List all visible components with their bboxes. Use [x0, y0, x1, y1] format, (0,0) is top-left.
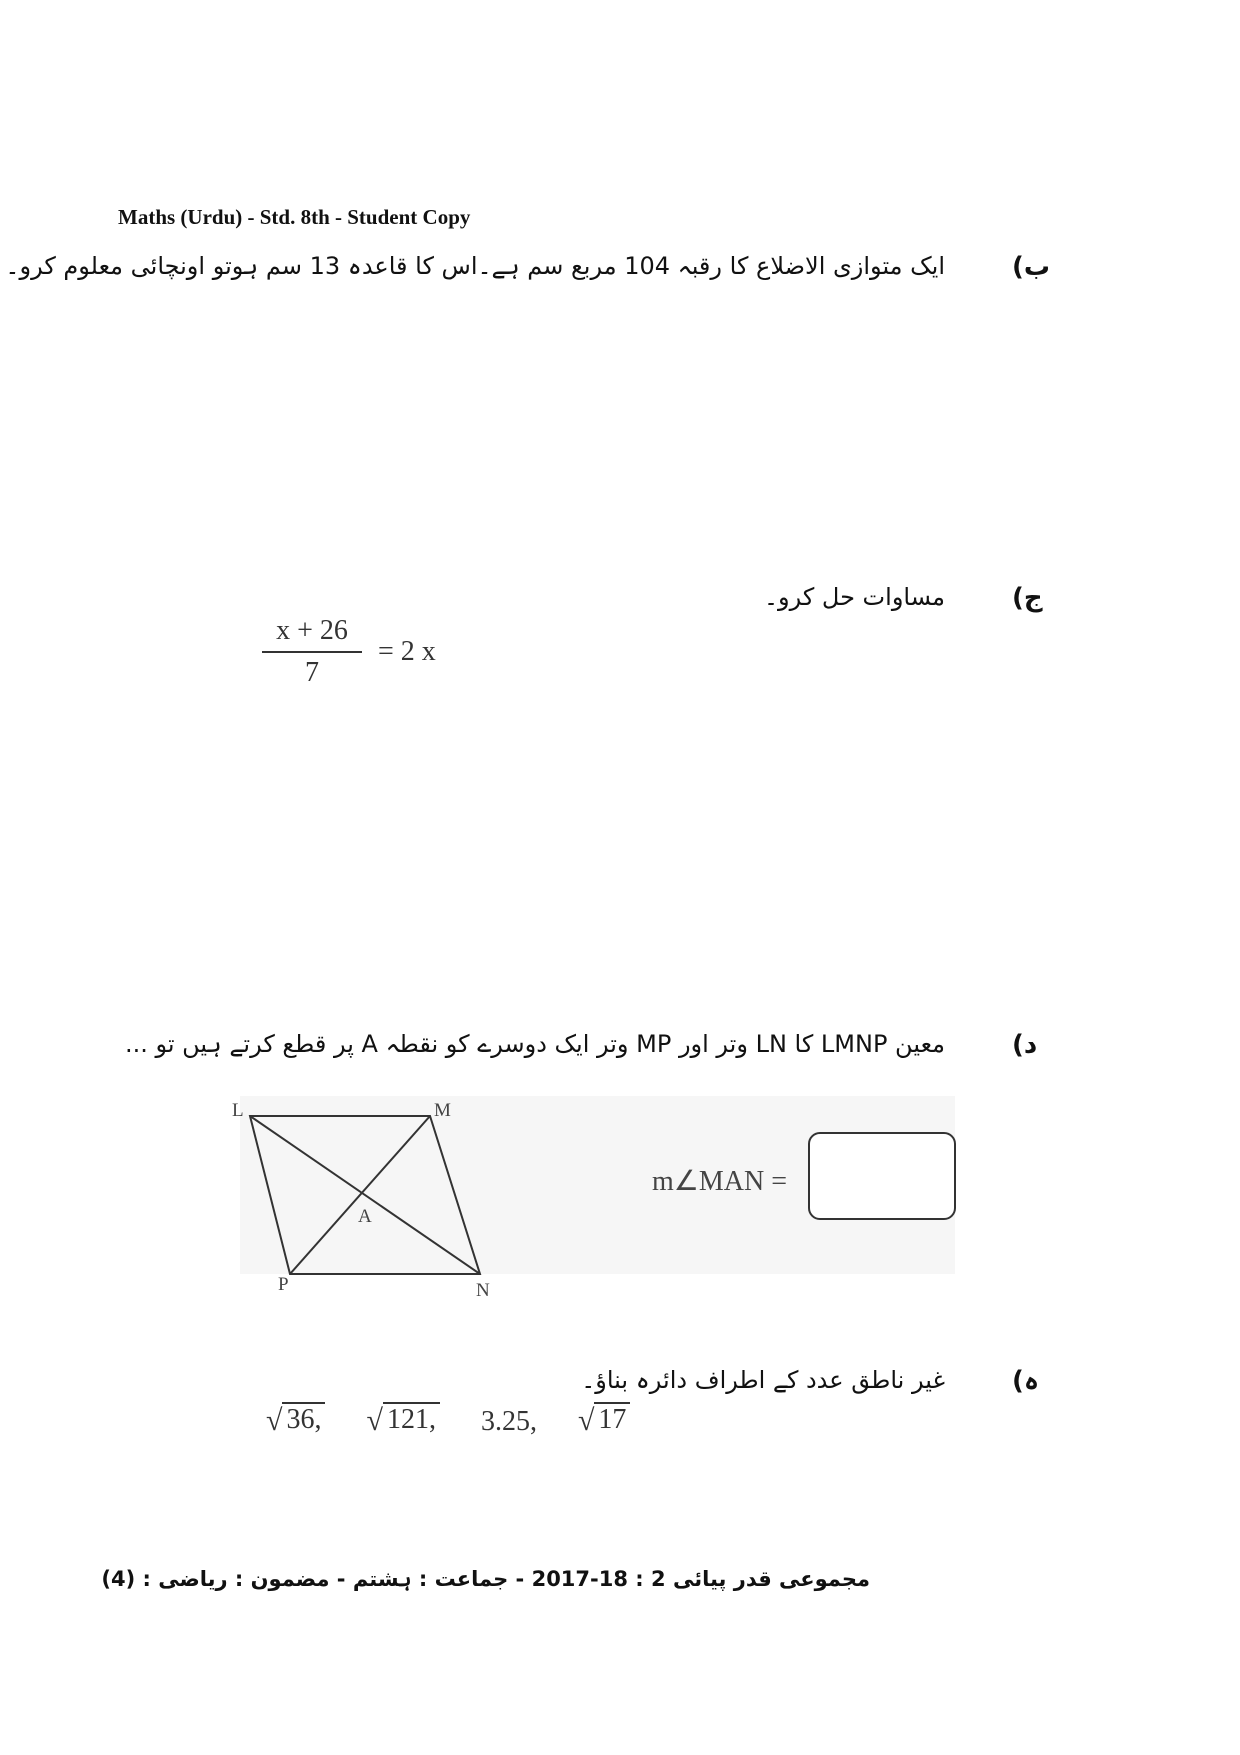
- question-d-letter: د): [1012, 1030, 1038, 1060]
- number-sqrt-121[interactable]: √ 121,: [366, 1402, 439, 1436]
- radical-sign: √: [366, 1404, 383, 1437]
- number-sqrt-17[interactable]: √ 17: [578, 1402, 630, 1436]
- equation-numerator: x + 26: [276, 615, 348, 646]
- point-l-label: L: [232, 1100, 244, 1121]
- question-j-letter: ج): [1012, 583, 1043, 613]
- question-b-text: ایک متوازی الاضلاع کا رقبہ 104 مربع سم ہے۔اس کا قاعدہ 13 سم ہوتو اونچائی معلوم کرو۔: [5, 252, 945, 280]
- question-h-text: غیر ناطق عدد کے اطراف دائرہ بناؤ۔: [581, 1366, 945, 1394]
- fraction-bar: [262, 651, 362, 653]
- equation-fraction: [262, 615, 362, 689]
- rhombus-figure: [220, 1090, 510, 1300]
- angle-measure-label: m∠MAN =: [652, 1166, 788, 1197]
- equation-denominator: 7: [305, 657, 319, 688]
- question-j-text: مساوات حل کرو۔: [763, 583, 945, 611]
- equation-rhs: = 2 x: [378, 636, 436, 667]
- point-n-label: N: [476, 1280, 490, 1300]
- diagonal-mp: [290, 1116, 430, 1274]
- radical-sign: √: [577, 1404, 595, 1437]
- question-h-letter: ہ): [1012, 1366, 1040, 1396]
- number-list: [266, 1402, 664, 1438]
- page-header: Maths (Urdu) - Std. 8th - Student Copy: [118, 205, 471, 229]
- number-3-25[interactable]: 3.25,: [480, 1406, 537, 1437]
- point-p-label: P: [278, 1274, 289, 1295]
- page-footer: مجموعی قدر پیائی 2 : 18-2017 - جماعت : ہشتم - مضمون : ریاضی : (4): [101, 1567, 870, 1591]
- question-d-text: معین LMNP کا LN وتر اور MP وتر ایک دوسرے کو نقطہ A پر قطع کرتے ہیں تو ...: [124, 1030, 945, 1058]
- question-b-letter: ب): [1012, 252, 1051, 282]
- point-m-label: M: [434, 1100, 451, 1121]
- number-sqrt-36[interactable]: √ 36,: [266, 1402, 325, 1436]
- point-a-label: A: [358, 1206, 372, 1227]
- radical-sign: √: [266, 1404, 283, 1437]
- answer-box[interactable]: [808, 1132, 956, 1220]
